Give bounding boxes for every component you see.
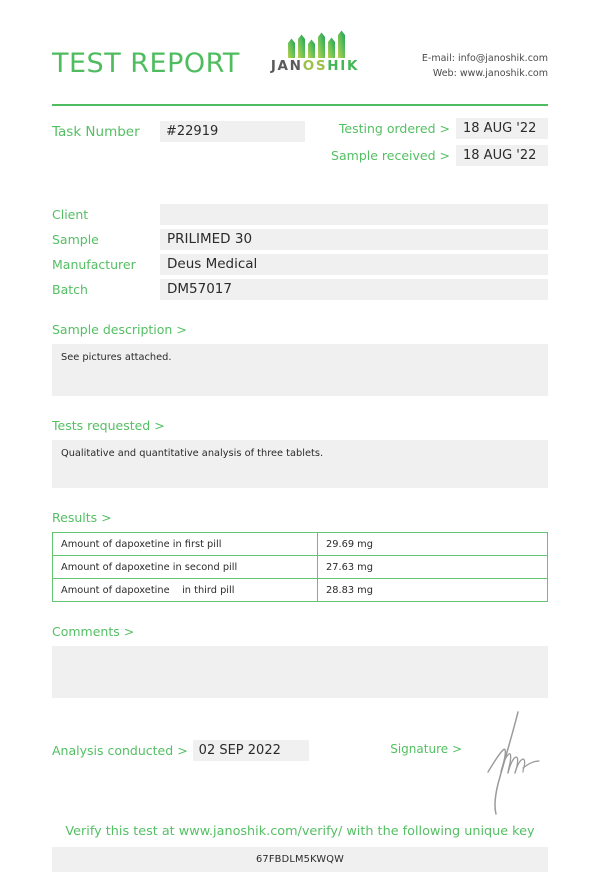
analysis-section xyxy=(52,728,548,818)
contact-email-line xyxy=(422,52,548,67)
contact-web-value: www.janoshik.com xyxy=(459,67,548,79)
sample-received-caret: > xyxy=(439,148,450,163)
table-row xyxy=(53,579,548,602)
janoshik-logo xyxy=(265,30,365,74)
result-value-3: 28.83 mg xyxy=(318,579,548,602)
info-label-client: Client xyxy=(52,207,89,222)
sample-description-box: See pictures attached. xyxy=(52,344,548,396)
info-row-manufacturer xyxy=(52,254,548,275)
contact-web-label: Web: xyxy=(432,67,457,79)
janoshik-wordmark xyxy=(265,60,365,74)
contact-email-value: info@janoshik.com xyxy=(457,53,548,64)
verify-text: Verify this test at www.janoshik.com/verify/ with the following unique key xyxy=(65,824,535,839)
sample-description-title: Sample description > xyxy=(52,322,187,337)
contact-web-line xyxy=(422,67,548,82)
testing-ordered-value: 18 AUG '22 xyxy=(456,118,548,139)
info-row-sample xyxy=(52,229,548,250)
task-number-label: Task Number xyxy=(52,124,140,140)
sample-received-value: 18 AUG '22 xyxy=(456,145,548,166)
info-value-manufacturer: Deus Medical xyxy=(160,254,548,275)
sample-info-list xyxy=(52,204,548,300)
info-row-batch xyxy=(52,279,548,300)
tests-requested-section xyxy=(52,418,548,488)
contact-email-label: E-mail: xyxy=(421,53,455,64)
comments-section xyxy=(52,624,548,698)
table-row xyxy=(53,556,548,579)
comments-box xyxy=(52,646,548,698)
result-name-2: Amount of dapoxetine in second pill xyxy=(53,556,318,579)
sample-description-section xyxy=(52,322,548,396)
date-fields xyxy=(331,118,548,172)
info-row-client xyxy=(52,204,548,225)
task-number-value: #22919 xyxy=(160,121,305,142)
testing-ordered-caret: > xyxy=(439,121,450,136)
tests-requested-box: Qualitative and quantitative analysis of three tablets. xyxy=(52,440,548,488)
page-title: TEST REPORT xyxy=(52,48,240,79)
report-header xyxy=(52,30,548,100)
info-label-batch: Batch xyxy=(52,282,88,297)
analysis-conducted-row xyxy=(52,740,309,761)
contact-info xyxy=(422,52,548,81)
analysis-conducted-value: 02 SEP 2022 xyxy=(193,740,309,761)
testing-ordered-row xyxy=(331,118,548,139)
result-value-2: 27.63 mg xyxy=(318,556,548,579)
result-name-1: Amount of dapoxetine in first pill xyxy=(53,533,318,556)
wordmark-part-3: HIK xyxy=(327,58,360,74)
signature-label: Signature > xyxy=(390,742,462,756)
analysis-conducted-caret: > xyxy=(177,743,188,758)
task-section xyxy=(52,118,548,180)
info-label-manufacturer: Manufacturer xyxy=(52,257,136,272)
results-section xyxy=(52,510,548,602)
info-label-sample: Sample xyxy=(52,232,99,247)
info-value-batch: DM57017 xyxy=(160,279,548,300)
tests-requested-title: Tests requested > xyxy=(52,418,165,433)
sample-received-row xyxy=(331,145,548,166)
results-table xyxy=(52,532,548,602)
sample-received-label: Sample received xyxy=(331,148,436,163)
info-value-sample: PRILIMED 30 xyxy=(160,229,548,250)
result-name-3: Amount of dapoxetine in third pill xyxy=(53,579,318,602)
info-value-client xyxy=(160,204,548,225)
table-row xyxy=(53,533,548,556)
signature-image xyxy=(468,710,552,818)
results-title: Results > xyxy=(52,510,112,525)
result-value-1: 29.69 mg xyxy=(318,533,548,556)
wordmark-part-1: JAN xyxy=(270,58,303,74)
testing-ordered-label: Testing ordered xyxy=(338,121,436,136)
unique-key-box: 67FBDLM5KWQW xyxy=(52,847,548,872)
janoshik-bars-icon xyxy=(284,30,346,58)
wordmark-part-2: OS xyxy=(302,58,328,74)
header-divider xyxy=(52,104,548,106)
comments-title: Comments > xyxy=(52,624,135,639)
analysis-conducted-label: Analysis conducted xyxy=(52,743,174,758)
